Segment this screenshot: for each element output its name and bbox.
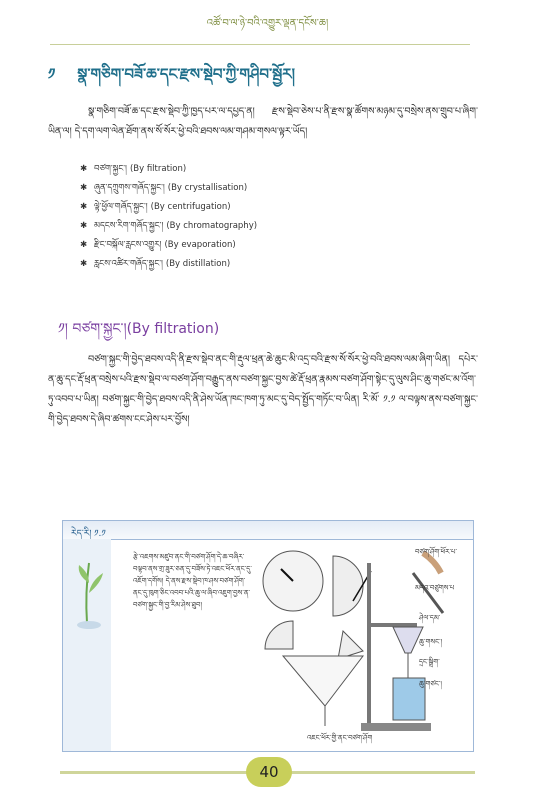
plant-icon [69, 553, 117, 633]
method-english: (By centrifugation) [150, 202, 231, 212]
figure-caption: འཇང་ཕོར་གྱི་ནང་བཙག་ཤོག [307, 734, 373, 742]
method-list [80, 160, 257, 274]
section-title-tibetan: བཙག་སྐྱང་། [72, 321, 127, 337]
list-item [80, 198, 257, 217]
list-item [80, 255, 257, 274]
figure-label: རེད་རི། ༡.༡ [71, 529, 106, 539]
section-number: ༡། [58, 321, 68, 337]
method-english: (By evaporation) [164, 240, 236, 250]
figure-tab [63, 521, 473, 540]
figure-label-2: མདའ་བཙུགས་པ [415, 584, 455, 592]
figure-box [62, 520, 474, 752]
method-tibetan: ལྟེ་ཕྱོལ་གཞོད་སྐྱང་། [94, 202, 148, 212]
list-item [80, 217, 257, 236]
chapter-title-text: སྣ་གཅིག་བཟོ་ཆ་དང་རྫས་སྡེབ་ཀྱི་གཤིབ་སྦྱོར། [77, 65, 295, 83]
method-english: (By filtration) [129, 164, 187, 174]
figure-label-4: ཆུ་གསང་། [419, 638, 443, 646]
page-number: 40 [246, 757, 292, 787]
asterisk-icon: ✱ [80, 164, 88, 174]
list-item [80, 160, 257, 179]
section-title [58, 312, 219, 352]
asterisk-icon: ✱ [80, 183, 88, 193]
section-paragraph: བཙག་སྐྱང་གི་བྱེད་ཐབས་འདི་ནི་རྫས་སྡེབ་ནང་གི་རྡུལ་ཕྲན་ཆེ་ཆུང་མི་འདྲ་བའི་རྫས་སོ་སོར་ཕྱེ་བའི་ཐབས་ལམ་ཞིག་ཡིན། དཔེར་ན་ཆུ་དང་རྡོ་ཕྲན་བསྲེས་པའི་རྫས་སྡེབ་ལ་བཙག་ཤོག་བརྒྱུད་ནས་བཙག་སྐྱང་བྱས་ཚེ་རྡོ་ཕྲན་རྣམས་བཙག་ཤོག་སྟེང་དུ་ལུས་ཤིང་ཆུ་གཙང་མ་འོག་ཏུ་འབབ་པ་ཡིན། བཙག་སྐྱང་གི་བྱེད་ཐབས་འདི་ནི་ཤེས་ཡོན་ཁང་ཁག་ཏུ་མང་དུ་བེད་སྤྱོད་གཏོང་བ་ཡིན། རི་མོ་ ༡.༡ ལ་བལྟས་ནས་བཙག་སྐྱང་གི་བྱེད་ཐབས་དེ་ཞིབ་ཚགས་ངང་ཤེས་པར་བྱོས། [48, 354, 478, 425]
intro-paragraph: སྣ་གཅིག་བཟོ་ཆ་དང་རྫས་སྡེབ་ཀྱི་ཁྱད་པར་ལ་དཔྱད་ན། རྫས་སྡེབ་ཅེས་པ་ནི་རྫས་སྣ་ཚོགས་མཉམ་དུ་བསྲེས་ནས་གྲུབ་པ་ཞིག་ཡིན་ལ། དེ་དག་ལག་ལེན་ཐོག་ནས་སོ་སོར་ཕྱེ་བའི་ཐབས་ལམ་གཤམ་གསལ་ལྟར་ཡོད། [48, 106, 478, 137]
method-tibetan: མདངས་རིག་གཞོད་སྐྱང་། [94, 221, 164, 231]
list-item [80, 236, 257, 255]
running-header: འཚོ་བ་ལ་ཉེ་བའི་འགྱུར་ལྡན་དངོས་ཆ། [206, 18, 329, 29]
section-title-english: (By filtration) [126, 321, 220, 337]
method-tibetan: རླངས་འཚིར་གཞོད་སྐྱང་། [94, 259, 163, 269]
figure-label-1: བཙག་ཤོག་ཕོར་པ་ [415, 548, 457, 556]
method-english: (By crystallisation) [167, 183, 248, 193]
figure-sidebar [63, 539, 111, 751]
asterisk-icon: ✱ [80, 240, 88, 250]
list-item [80, 179, 257, 198]
chapter-title [48, 58, 295, 100]
asterisk-icon: ✱ [80, 221, 88, 231]
method-tibetan: བཙག་སྐྱང་། [94, 164, 127, 174]
method-english: (By distillation) [165, 259, 231, 269]
figure-description: རྩེ་འཇགས་མཛུབ་ནང་གི་བཙག་ཤོག་དེ་ཆ་བཞིར་བལྟབ་ནས་གྲ་ཟུར་ཅན་དུ་བཟོས་ཏེ་འཇང་ཕོར་ནང་དུ་འཇོག་དགོས། དེ་ནས་རྫས་སྡེབ་ཁ་ཤས་བཙག་ཤོག་ནང་དུ་ཁུག་ཅིང་འབབ་པའི་ཆུ་ལ་ཞིབ་འཇུག་བྱས་ན་བཙག་སྐྱང་གི་བྱ་རིམ་ཤེས་ཐུབ། [133, 553, 252, 609]
figure-label-5: དྲང་སྒྲིག་ [419, 658, 440, 666]
filtration-apparatus [353, 543, 463, 743]
asterisk-icon: ✱ [80, 202, 88, 212]
chapter-number: ༡ [48, 65, 56, 83]
asterisk-icon: ✱ [80, 259, 88, 269]
method-tibetan: རྫིང་བསྐོལ་རླངས་འགྱུར། [94, 240, 162, 250]
method-tibetan: ཞུན་དཀྲུགས་གཞོད་སྐྱང་། [94, 183, 165, 193]
method-english: (By chromatography) [166, 221, 258, 231]
figure-label-6: ཆུ་གཙང་། [419, 680, 442, 688]
header-divider [50, 44, 470, 45]
figure-label-3: ཤེལ་དམ་ [419, 614, 441, 622]
